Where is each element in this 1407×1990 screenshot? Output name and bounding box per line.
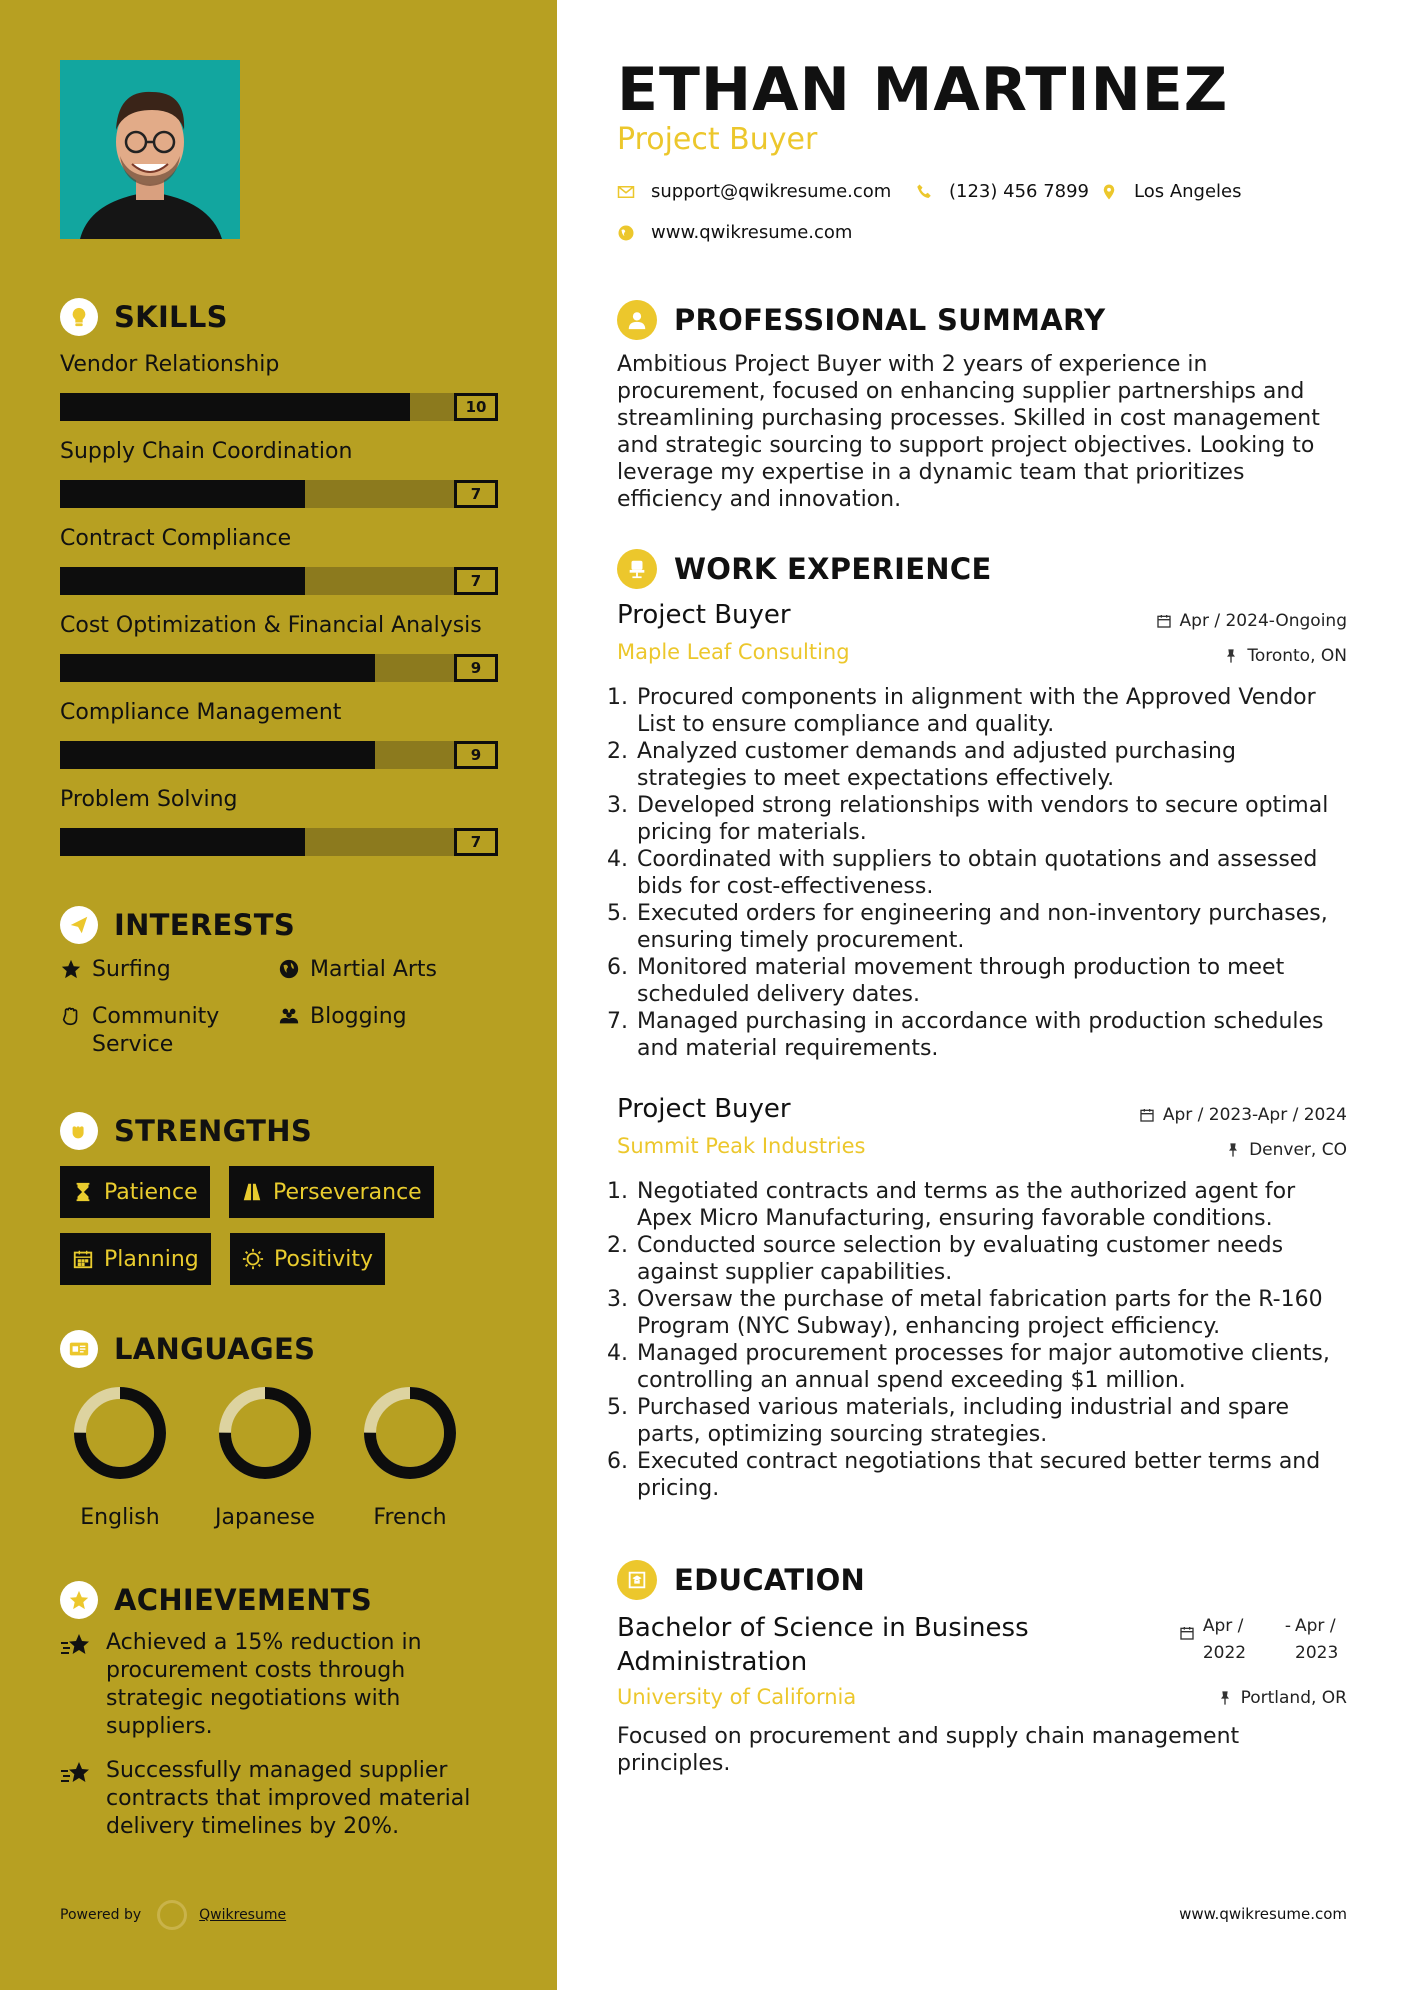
interest-label: Surfing	[92, 957, 171, 982]
education-start: Apr / 2022	[1202, 1616, 1247, 1663]
candidate-name: ETHAN MARTINEZ	[617, 55, 1229, 125]
skill-label: Cost Optimization & Financial Analysis	[60, 613, 482, 638]
language-item	[60, 1385, 180, 1530]
achievement-text: Achieved a 15% reduction in procurement costs through strategic negotiations with suppliers.	[106, 1630, 422, 1739]
education-dates	[1179, 1613, 1347, 1667]
email-text: support@qwikresume.com	[651, 181, 892, 202]
skill-value: 7	[454, 567, 498, 595]
users-icon	[278, 1005, 300, 1027]
interest-item	[60, 1003, 260, 1059]
job-dates	[1139, 1105, 1347, 1125]
language-donut	[217, 1385, 313, 1481]
job-dates-text: Apr / 2024-Ongoing	[1179, 611, 1347, 631]
company-name: Summit Peak Industries	[617, 1134, 866, 1158]
strength-label: Positivity	[274, 1246, 374, 1272]
globe-icon	[617, 224, 635, 242]
skill-item	[60, 351, 498, 421]
graduation-icon	[617, 1560, 657, 1600]
skill-label: Problem Solving	[60, 787, 238, 812]
strengths-heading	[60, 1112, 312, 1150]
star-badge-icon	[60, 1581, 98, 1619]
user-icon	[617, 300, 657, 340]
skill-bar	[60, 480, 498, 508]
interests-title: INTERESTS	[114, 908, 296, 942]
job-title: Project Buyer	[617, 1094, 791, 1124]
language-label: Japanese	[215, 1505, 315, 1530]
language-item	[205, 1385, 325, 1530]
interest-label: Blogging	[310, 1004, 407, 1029]
education-location-text: Portland, OR	[1240, 1688, 1347, 1708]
strength-label: Planning	[104, 1246, 199, 1272]
skill-value: 9	[454, 741, 498, 769]
duty-item: 7. Managed purchasing in accordance with production schedules and material requirements.	[635, 1008, 1347, 1062]
road-icon	[241, 1181, 263, 1203]
calendar-icon	[72, 1248, 94, 1270]
skill-label: Contract Compliance	[60, 526, 292, 551]
location-text: Los Angeles	[1134, 181, 1242, 202]
achievement-item	[60, 1629, 490, 1741]
skill-bar	[60, 654, 498, 682]
job-duties	[617, 684, 1347, 1062]
job-dates	[1156, 611, 1347, 631]
duty-item: 1. Procured components in alignment with the Approved Vendor List to ensure compliance and quality.	[635, 684, 1347, 738]
skills-heading	[60, 298, 228, 336]
interest-label: Community Service	[92, 1004, 220, 1057]
paper-plane-icon	[60, 906, 98, 944]
education-description: Focused on procurement and supply chain management principles.	[617, 1724, 1240, 1776]
strength-badge	[229, 1166, 434, 1218]
hand-icon	[60, 1005, 82, 1027]
duty-item: 2. Conducted source selection by evaluating customer needs against supplier capabilities.	[635, 1232, 1347, 1286]
shooting-star-icon	[60, 1633, 92, 1659]
strength-label: Perseverance	[273, 1179, 422, 1205]
website-text: www.qwikresume.com	[651, 222, 853, 243]
skill-item	[60, 699, 498, 769]
phone-text: (123) 456 7899	[949, 181, 1090, 202]
map-pin-icon	[1100, 183, 1118, 201]
company-name: Maple Leaf Consulting	[617, 640, 850, 664]
job-location	[1225, 1140, 1347, 1160]
powered-by-label: Powered by	[60, 1907, 142, 1923]
strengths-title: STRENGTHS	[114, 1114, 313, 1148]
qwikresume-link[interactable]: Qwikresume	[199, 1907, 287, 1923]
achievement-item	[60, 1757, 490, 1841]
skill-bar	[60, 741, 498, 769]
strength-badge	[60, 1233, 211, 1285]
achievements-title: ACHIEVEMENTS	[114, 1583, 373, 1617]
skill-item	[60, 786, 498, 856]
education-title: EDUCATION	[674, 1563, 866, 1597]
profile-photo	[60, 60, 240, 239]
skill-fill	[60, 567, 305, 595]
language-donut	[72, 1385, 168, 1481]
skill-value: 10	[454, 393, 498, 421]
interests-heading	[60, 906, 295, 944]
summary-heading	[617, 300, 1105, 340]
achievement-text: Successfully managed supplier contracts that improved material delivery timelines by 20%.	[106, 1758, 471, 1839]
job-location-text: Toronto, ON	[1247, 646, 1347, 666]
candidate-role: Project Buyer	[617, 122, 818, 157]
sun-icon	[242, 1248, 264, 1270]
powered-by	[60, 1900, 286, 1930]
language-donut	[362, 1385, 458, 1481]
hourglass-icon	[72, 1181, 94, 1203]
contact-location	[1100, 181, 1242, 202]
duty-item: 2. Analyzed customer demands and adjusted purchasing strategies to meet expectations effectively.	[635, 738, 1347, 792]
lightbulb-icon	[60, 298, 98, 336]
shooting-star-icon	[60, 1761, 92, 1787]
experience-title: WORK EXPERIENCE	[674, 552, 992, 586]
pushpin-icon	[1217, 1690, 1233, 1706]
education-end: Apr / 2023	[1295, 1616, 1339, 1663]
skill-fill	[60, 393, 410, 421]
duty-item: 1. Negotiated contracts and terms as the authorized agent for Apex Micro Manufacturing, ensuring favorable conditions.	[635, 1178, 1347, 1232]
language-item	[350, 1385, 470, 1530]
pushpin-icon	[1223, 648, 1239, 664]
summary-title: PROFESSIONAL SUMMARY	[674, 303, 1106, 337]
pushpin-icon	[1225, 1142, 1241, 1158]
skill-label: Compliance Management	[60, 700, 342, 725]
skill-fill	[60, 828, 305, 856]
skill-label: Supply Chain Coordination	[60, 439, 353, 464]
skill-value: 7	[454, 828, 498, 856]
contact-website[interactable]	[617, 222, 852, 243]
job-location-text: Denver, CO	[1249, 1140, 1347, 1160]
star-icon	[60, 958, 82, 980]
strength-label: Patience	[104, 1179, 198, 1205]
globe-icon	[278, 958, 300, 980]
qwikresume-logo-icon	[157, 1900, 187, 1930]
language-card-icon	[60, 1330, 98, 1368]
experience-heading	[617, 549, 992, 589]
skill-bar	[60, 828, 498, 856]
calendar-icon	[1156, 613, 1172, 629]
interest-item	[278, 956, 498, 984]
footer-website[interactable]: www.qwikresume.com	[1179, 1905, 1347, 1923]
skill-value: 7	[454, 480, 498, 508]
skill-item	[60, 438, 498, 508]
duty-item: 5. Executed orders for engineering and non-inventory purchases, ensuring timely procurement.	[635, 900, 1347, 954]
skill-item	[60, 612, 498, 682]
skill-item	[60, 525, 498, 595]
interest-item	[60, 956, 260, 984]
language-label: English	[80, 1505, 160, 1530]
calendar-icon	[1139, 1107, 1155, 1123]
contact-phone[interactable]	[915, 181, 1089, 202]
strength-badge	[60, 1166, 210, 1218]
calendar-icon	[1179, 1625, 1195, 1641]
job-duties	[617, 1178, 1347, 1502]
skill-value: 9	[454, 654, 498, 682]
contact-email[interactable]	[617, 181, 891, 202]
fist-icon	[60, 1112, 98, 1150]
desk-chair-icon	[617, 549, 657, 589]
duty-item: 5. Purchased various materials, including industrial and spare parts, optimizing sourcing strategies.	[635, 1394, 1347, 1448]
duty-item: 6. Monitored material movement through production to meet scheduled delivery dates.	[635, 954, 1347, 1008]
duty-item: 4. Coordinated with suppliers to obtain quotations and assessed bids for cost-effectiveness.	[635, 846, 1347, 900]
school-name: University of California	[617, 1685, 857, 1709]
skill-label: Vendor Relationship	[60, 352, 280, 377]
skill-fill	[60, 654, 375, 682]
skills-title: SKILLS	[114, 300, 228, 334]
languages-heading	[60, 1330, 315, 1368]
duty-item: 4. Managed procurement processes for major automotive clients, controlling an annual spend exceeding $1 million.	[635, 1340, 1347, 1394]
interest-label: Martial Arts	[310, 957, 438, 982]
date-separator: -	[1284, 1616, 1291, 1636]
interest-item	[278, 1003, 498, 1031]
job-dates-text: Apr / 2023-Apr / 2024	[1162, 1105, 1347, 1125]
education-heading	[617, 1560, 865, 1600]
strength-badge	[230, 1233, 385, 1285]
skill-bar	[60, 567, 498, 595]
phone-icon	[915, 183, 933, 201]
envelope-icon	[617, 183, 635, 201]
job-title: Project Buyer	[617, 600, 791, 630]
skill-fill	[60, 480, 305, 508]
languages-title: LANGUAGES	[114, 1332, 316, 1366]
duty-item: 3. Developed strong relationships with vendors to secure optimal pricing for materials.	[635, 792, 1347, 846]
avatar	[60, 60, 240, 239]
summary-text: Ambitious Project Buyer with 2 years of experience in procurement, focused on enhancing supplier partnerships and streamlining purchasing processes. Skilled in cost management and strategic sourcing to support project objectives. Looking to leverage my expertise in a dynamic team that prioritizes efficiency and innovation.	[617, 352, 1320, 512]
duty-item: 3. Oversaw the purchase of metal fabrication parts for the R-160 Program (NYC Subway), enhancing project efficiency.	[635, 1286, 1347, 1340]
sidebar	[0, 0, 557, 1990]
degree-title: Bachelor of Science in Business Administration	[617, 1613, 1029, 1677]
education-location	[1217, 1688, 1347, 1708]
achievements-heading	[60, 1581, 372, 1619]
skill-bar	[60, 393, 498, 421]
skill-fill	[60, 741, 375, 769]
job-location	[1223, 646, 1347, 666]
duty-item: 6. Executed contract negotiations that secured better terms and pricing.	[635, 1448, 1347, 1502]
language-label: French	[373, 1505, 447, 1530]
